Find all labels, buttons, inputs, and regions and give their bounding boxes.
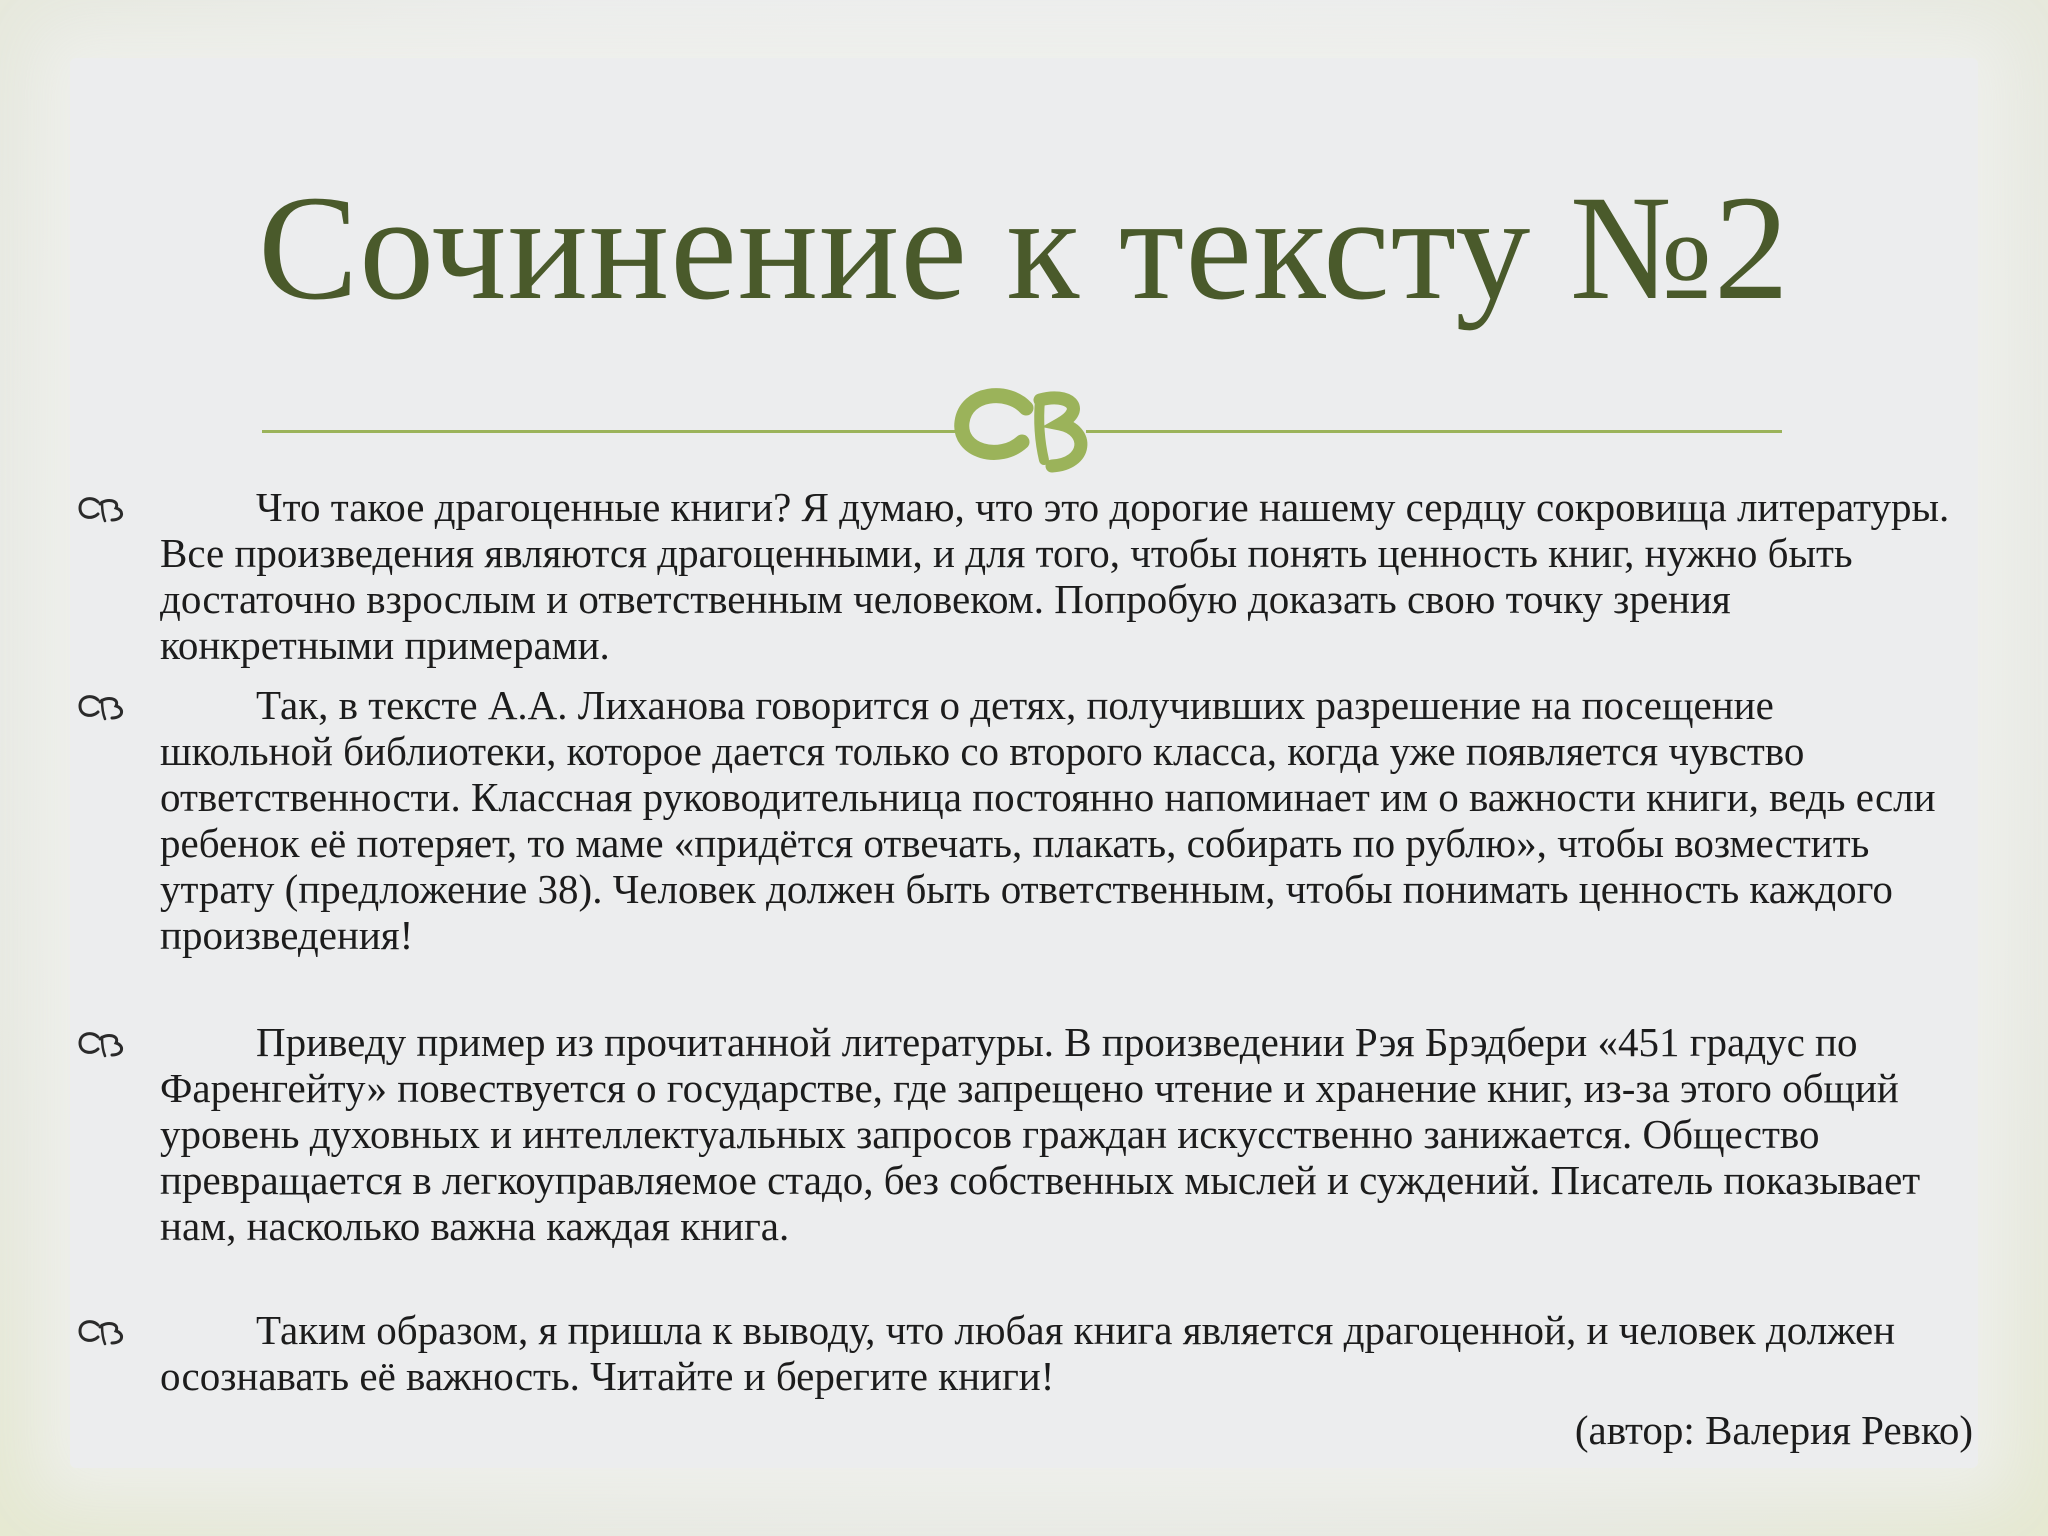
paragraph-3 <box>160 1019 1950 1249</box>
divider-line-left <box>262 430 958 433</box>
paragraph-text: Таким образом, я пришла к выводу, что любая книга является драгоценной, и человек должен осознавать её важность. Читайте и берегите книги! <box>160 1307 1896 1399</box>
scroll-ornament-icon <box>76 1317 128 1347</box>
divider-line-right <box>1086 430 1782 433</box>
paragraph-text: Что такое драгоценные книги? Я думаю, что это дорогие нашему сердцу сокровища литературы. Все произведения являются драгоценными, и для того, чтобы понять ценность книг, нужно быть достаточно взрослым и ответственным человеком. Попробую доказать свою точку зрения конкретными примерами. <box>160 484 1950 668</box>
paragraph-2 <box>160 682 1950 958</box>
scroll-ornament-icon <box>76 1029 128 1059</box>
paragraph-4 <box>160 1307 1950 1399</box>
paragraph-text: Так, в тексте А.А. Лиханова говорится о детях, получивших разрешение на посещение школьной библиотеки, которое дается только со второго класса, когда уже появляется чувство ответственности. Классная руководительница постоянно напоминает им о важности книги, ведь если ребенок её потеряет, то маме «придётся отвечать, плакать, собирать по рублю», чтобы возместить утрату (предложение 38). Человек должен быть ответственным, чтобы понимать ценность каждого произведения! <box>160 682 1936 958</box>
scroll-ornament-icon <box>76 494 128 524</box>
paragraph-1 <box>160 484 1950 668</box>
scroll-ornament-icon <box>76 692 128 722</box>
author-credit: (автор: Валерия Ревко) <box>1574 1407 1973 1453</box>
slide-title: Сочинение к тексту №2 <box>258 165 1790 331</box>
paragraph-text: Приведу пример из прочитанной литературы. В произведении Рэя Брэдбери «451 градус по Фаренгейту» повествуется о государстве, где запрещено чтение и хранение книг, из-за этого общий уровень духовных и интеллектуальных запросов граждан искусственно занижается. Общество превращается в легкоуправляемое стадо, без собственных мыслей и суждений. Писатель показывает нам, насколько важна каждая книга. <box>160 1019 1921 1249</box>
flourish-ornament-icon <box>948 378 1098 478</box>
slide-content <box>0 484 2048 1484</box>
